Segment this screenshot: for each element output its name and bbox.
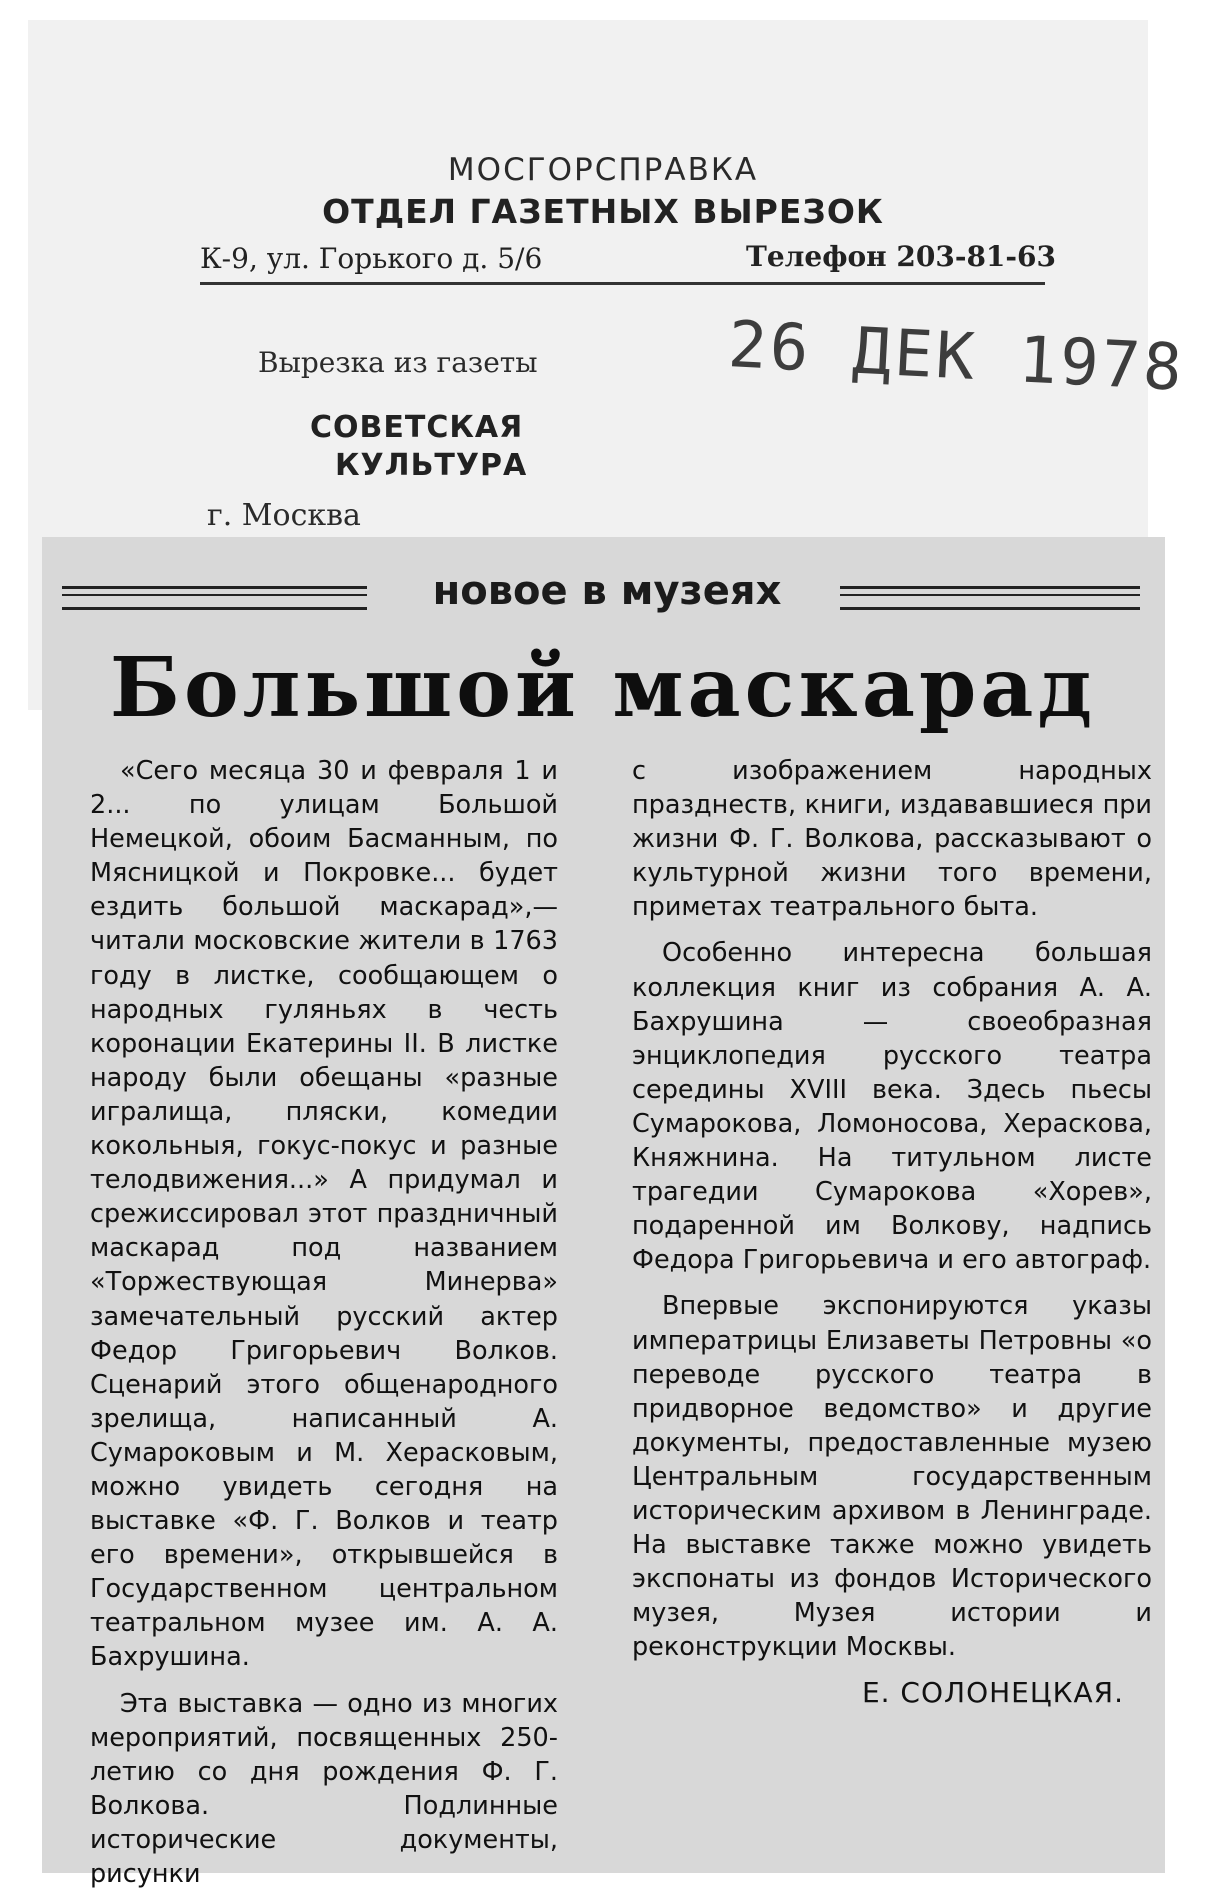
- right-paragraph-2: Особенно интересна большая коллекция книг из собрания А. А. Бахрушина — своеобразная энциклопедия русского театра середины XVIII века. Здесь пьесы Сумарокова, Ломоносова, Хераскова, Княжнина. На титульном листе трагедии Сумарокова «Хорев», подаренной им Волкову, надпись Федора Григорьевича и его автограф.: [632, 938, 1152, 1276]
- left-paragraph-2: Эта выставка — одно из многих мероприятий, посвященных 250-летию со дня рождения Ф. Г. Волкова. Подлинные исторические документы, рисунки: [90, 1688, 558, 1889]
- agency-address: К-9, ул. Горького д. 5/6: [200, 242, 543, 275]
- rubric-title: новое в музеях: [432, 568, 782, 614]
- right-paragraph-1: с изображением народных празднеств, книги, издававшиеся при жизни Ф. Г. Волкова, рассказывают о культурной жизни того времени, приметах театрального быта.: [632, 756, 1152, 923]
- article-left-column: [90, 754, 558, 1891]
- header-divider: [200, 282, 1045, 285]
- agency-phone: Телефон 203-81-63: [746, 240, 1056, 273]
- right-paragraph-3: Впервые экспонируются указы императрицы Елизаветы Петровны «о переводе русского театра в придворное ведомство» и другие документы, предоставленные музею Центральным государственным историческим архивом в Ленинграде. На выставке также можно увидеть экспонаты из фондов Исторического музея, Музея истории и реконструкции Москвы.: [632, 1291, 1152, 1663]
- article-author: Е. СОЛОНЕЦКАЯ.: [861, 1676, 1124, 1710]
- department-name: ОТДЕЛ ГАЗЕТНЫХ ВЫРЕЗОК: [322, 192, 884, 231]
- newspaper-name-line2: КУЛЬТУРА: [335, 448, 528, 483]
- left-paragraph-1: «Сего месяца 30 и февраля 1 и 2... по улицам Большой Немецкой, обоим Басманным, по Мясницкой и Покровке... будет ездить большой маскарад»,— читали московские жители в 1763 году в листке, сообщающем о народных гуляньях в честь коронации Екатерины II. В листке народу были обещаны «разные игралища, пляски, комедии кокольныя, гокус-покус и разные телодвижения...» А придумал и срежиссировал этот праздничный маскарад под названием «Торжествующая Минерва» замечательный русский актер Федор Григорьевич Волков. Сценарий этого общенародного зрелища, написанный А. Сумароковым и М. Херасковым, можно увидеть сегодня на выставке «Ф. Г. Волков и театр его времени», открывшейся в Государственном центральном театральном музее им. А. А. Бахрушина.: [90, 756, 558, 1673]
- rubric-rule-right: [840, 586, 1140, 610]
- rubric-bar: [62, 568, 1142, 620]
- agency-name: МОСГОРСПРАВКА: [447, 152, 759, 188]
- clipping-label: Вырезка из газеты: [258, 346, 538, 379]
- article-right-column: [632, 754, 1152, 1711]
- date-stamp: 26 ДЕК 1978: [726, 308, 1187, 406]
- article-headline: Большой маскарад: [109, 640, 1097, 736]
- newspaper-city: г. Москва: [207, 498, 361, 533]
- newspaper-name-line1: СОВЕТСКАЯ: [310, 410, 524, 445]
- rubric-rule-left: [62, 586, 367, 610]
